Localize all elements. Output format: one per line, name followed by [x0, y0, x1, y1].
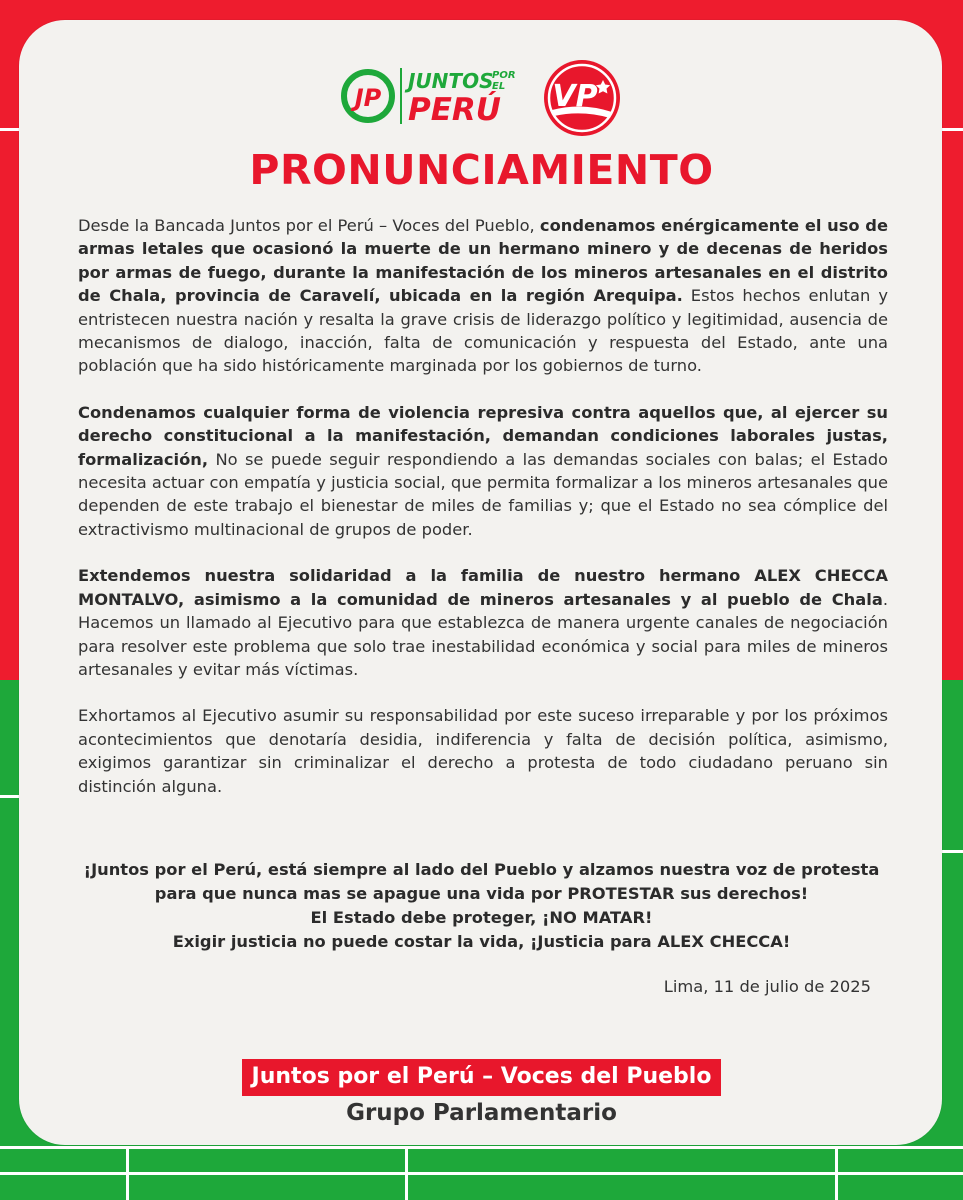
jp-monogram: JP — [354, 84, 382, 112]
bg-decor-line — [835, 1146, 838, 1200]
paragraph-3 — [78, 564, 888, 681]
juntos-por: POR — [492, 70, 516, 81]
document-date: Lima, 11 de julio de 2025 — [663, 977, 871, 996]
paragraph-1-emphasis: condenamos enérgicamente el uso de armas letales que ocasionó la muerte de un hermano minero y de decenas de heridos por armas de fuego, durante la manifestación de los mineros artesanales en el distrito de Chala, provincia de Caravelí, ubicada en la región Arequipa. — [78, 216, 888, 306]
paragraph-2 — [78, 401, 888, 541]
paragraph-1-intro: Desde la Bancada Juntos por el Perú – Voces del Pueblo, — [78, 216, 540, 235]
paragraph-2-emphasis: Condenamos cualquier forma de violencia represiva contra aquellos que, al ejercer su derecho constitucional a la manifestación, demandan condiciones laborales justas, formalización, — [78, 402, 888, 469]
bg-decor-line — [942, 850, 963, 853]
juntos-wordmark — [404, 69, 516, 128]
closing-line: ¡Juntos por el Perú, está siempre al lado del Pueblo y alzamos nuestra voz de protesta — [83, 860, 880, 879]
juntos-el: EL — [492, 81, 506, 92]
bg-decor-line — [405, 1146, 408, 1200]
signature-block — [0, 1059, 963, 1096]
closing-line: para que nunca mas se apague una vida por PROTESTAR sus derechos! — [154, 884, 809, 903]
jp-logo — [344, 72, 392, 120]
juntos-line1: JUNTOS — [408, 69, 494, 93]
signature-group: Juntos por el Perú – Voces del Pueblo — [242, 1059, 722, 1096]
closing-statement — [60, 858, 903, 954]
bg-decor-line — [126, 1146, 129, 1200]
signature-subtitle: Grupo Parlamentario — [346, 1100, 617, 1126]
paragraph-2-rest: No se puede seguir respondiendo a las demandas sociales con balas; el Estado necesita actuar con empatía y justicia social, que permita formalizar a los mineros artesanales que dependen de este trabajo el bienestar de miles de familias y; que el Estado no sea cómplice del extractivismo multinacional de grupos de poder. — [78, 449, 888, 539]
bg-decor-line — [0, 1172, 963, 1175]
closing-line: El Estado debe proteger, ¡NO MATAR! — [310, 908, 653, 927]
paragraph-4: Exhortamos al Ejecutivo asumir su responsabilidad por este suceso irreparable y por los próximos acontecimientos que denotaría desidia, indiferencia y falta de decisión política, asimismo, exigimos garantizar sin criminalizar el derecho a protesta de todo ciudadano peruano sin distinción alguna. — [78, 706, 888, 796]
vp-monogram: VP — [552, 79, 598, 114]
closing-line: Exigir justicia no puede costar la vida, ¡Justicia para ALEX CHECCA! — [172, 932, 791, 951]
paragraph-1 — [78, 214, 888, 378]
vp-logo — [544, 60, 620, 136]
paragraph-3-rest: . Hacemos un llamado al Ejecutivo para que establezca de manera urgente canales de negociación para resolver este problema que solo trae inestabilidad económica y social para miles de mineros artesanales y evitar más víctimas. — [78, 589, 888, 679]
party-logos — [340, 58, 630, 144]
paragraph-3-emphasis: Extendemos nuestra solidaridad a la familia de nuestro hermano ALEX CHECCA MONTALVO, asimismo a la comunidad de mineros artesanales y al pueblo de Chala — [78, 566, 888, 609]
paragraph-1-rest: Estos hechos enlutan y entristecen nuestra nación y resalta la grave crisis de liderazgo político y legitimidad, ausencia de mecanismos de dialogo, inacción, falta de comunicación y respuesta del Estado, ante una población que ha sido históricamente marginada por los gobiernos de turno. — [78, 286, 888, 376]
juntos-line2: PERÚ — [408, 92, 501, 128]
logo-divider — [400, 68, 402, 124]
statement-body — [78, 214, 888, 821]
page-title: PRONUNCIAMIENTO — [249, 146, 714, 194]
bg-decor-line — [0, 1146, 963, 1149]
bg-decor-line — [0, 795, 19, 798]
